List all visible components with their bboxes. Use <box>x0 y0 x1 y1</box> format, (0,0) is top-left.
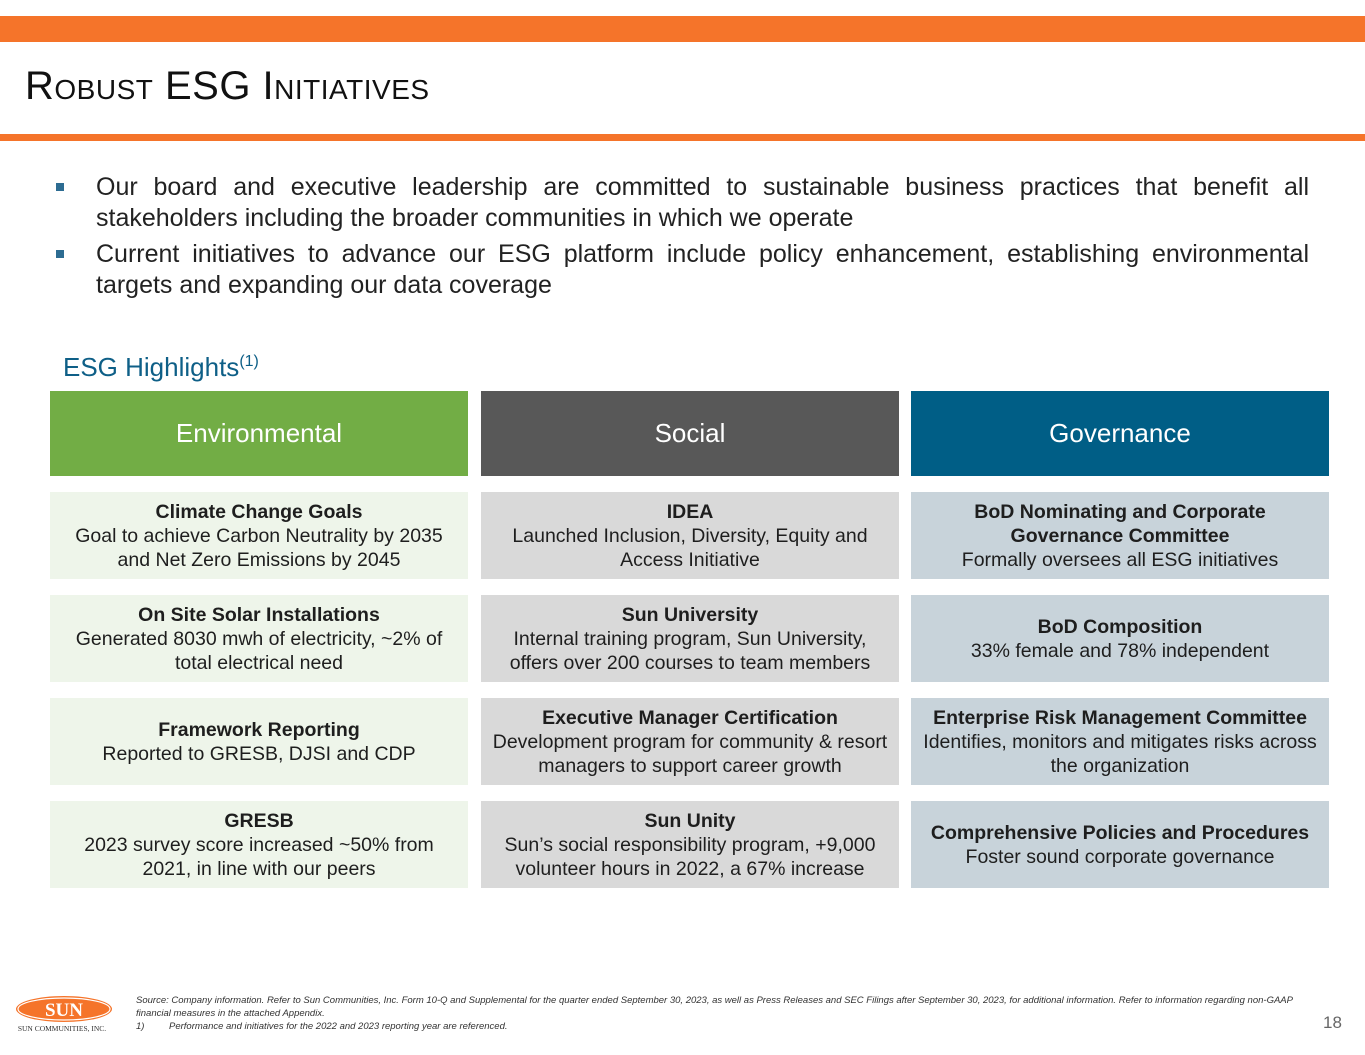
card-title: On Site Solar Installations <box>138 603 380 626</box>
intro-bullets <box>55 172 1309 306</box>
card-title: Framework Reporting <box>158 718 360 741</box>
card-body: Foster sound corporate governance <box>965 845 1275 868</box>
card-title: Enterprise Risk Management Committee <box>933 706 1307 729</box>
social-header: Social <box>481 391 899 476</box>
source-note: Source: Company information. Refer to Sun Communities, Inc. Form 10-Q and Supplemental for the quarter ended September 30, 2023, as well as Press Releases and SEC Filings after September 30, 2023, for additional information. Refer to information regarding non-GAAP financial measures in the attached Appendix. <box>136 995 1293 1019</box>
esg-highlights-heading <box>63 352 259 383</box>
card-body: Generated 8030 mwh of electricity, ~2% of total electrical need <box>75 627 443 674</box>
square-bullet-icon <box>56 250 64 258</box>
page-number: 18 <box>1323 1013 1342 1032</box>
bullet-item <box>55 239 1309 301</box>
card-title: BoD Nominating and Corporate Governance Committee <box>974 500 1266 547</box>
card-title: GRESB <box>224 809 294 832</box>
card-body: Reported to GRESB, DJSI and CDP <box>102 742 416 765</box>
highlight-card <box>911 801 1329 888</box>
logo-caption: SUN COMMUNITIES, INC. <box>17 1024 107 1033</box>
card-body: Launched Inclusion, Diversity, Equity and Access Initiative <box>512 524 868 571</box>
footnote-number: 1) <box>136 1021 145 1032</box>
bullet-text: Our board and executive leadership are committed to sustainable business practices that benefit all stakeholders including the broader communities in which we operate <box>96 173 1309 232</box>
card-title: IDEA <box>666 500 714 523</box>
card-body: 2023 survey score increased ~50% from 2021, in line with our peers <box>84 833 434 880</box>
highlight-card <box>911 492 1329 579</box>
card-title: Comprehensive Policies and Procedures <box>930 821 1310 844</box>
highlight-card <box>481 492 899 579</box>
card-title: Sun Unity <box>644 809 736 832</box>
card-body: 33% female and 78% independent <box>970 639 1270 662</box>
card-title: Climate Change Goals <box>155 500 363 523</box>
highlight-card <box>50 595 468 682</box>
footnote-reference: (1) <box>239 353 259 370</box>
card-body: Internal training program, Sun University, offers over 200 courses to team members <box>509 627 871 674</box>
card-title: Sun University <box>621 603 759 626</box>
highlight-card <box>911 698 1329 785</box>
governance-column <box>911 391 1329 888</box>
esg-highlights-label: ESG Highlights <box>63 352 240 382</box>
card-title: BoD Composition <box>1037 615 1203 638</box>
highlight-card <box>911 595 1329 682</box>
square-bullet-icon <box>56 183 64 191</box>
page-title: Robust ESG Initiatives <box>25 64 430 108</box>
title-divider <box>0 134 1365 141</box>
footnote-1 <box>136 1020 1296 1033</box>
card-body: Formally oversees all ESG initiatives <box>961 548 1279 571</box>
card-body: Sun’s social responsibility program, +9,000 volunteer hours in 2022, a 67% increase <box>504 833 876 880</box>
card-body: Goal to achieve Carbon Neutrality by 2035 and Net Zero Emissions by 2045 <box>75 524 443 571</box>
governance-header: Governance <box>911 391 1329 476</box>
bullet-item <box>55 172 1309 234</box>
bullet-text: Current initiatives to advance our ESG platform include policy enhancement, establishing environmental targets and expanding our data coverage <box>96 240 1309 299</box>
environmental-header: Environmental <box>50 391 468 476</box>
card-body: Development program for community & resort managers to support career growth <box>492 730 888 777</box>
card-title: Executive Manager Certification <box>542 706 838 729</box>
sun-communities-logo <box>8 992 116 1034</box>
highlight-card <box>481 698 899 785</box>
social-column <box>481 391 899 888</box>
top-accent-bar <box>0 16 1365 42</box>
footnotes <box>136 994 1296 1033</box>
highlight-card <box>481 801 899 888</box>
card-body: Identifies, monitors and mitigates risks across the organization <box>923 730 1317 777</box>
environmental-column <box>50 391 468 888</box>
highlight-card <box>50 801 468 888</box>
logo-wordmark: SUN <box>44 1000 84 1021</box>
highlight-card <box>481 595 899 682</box>
highlight-card <box>50 698 468 785</box>
highlight-card <box>50 492 468 579</box>
footnote-text: Performance and initiatives for the 2022 and 2023 reporting year are referenced. <box>169 1021 508 1032</box>
